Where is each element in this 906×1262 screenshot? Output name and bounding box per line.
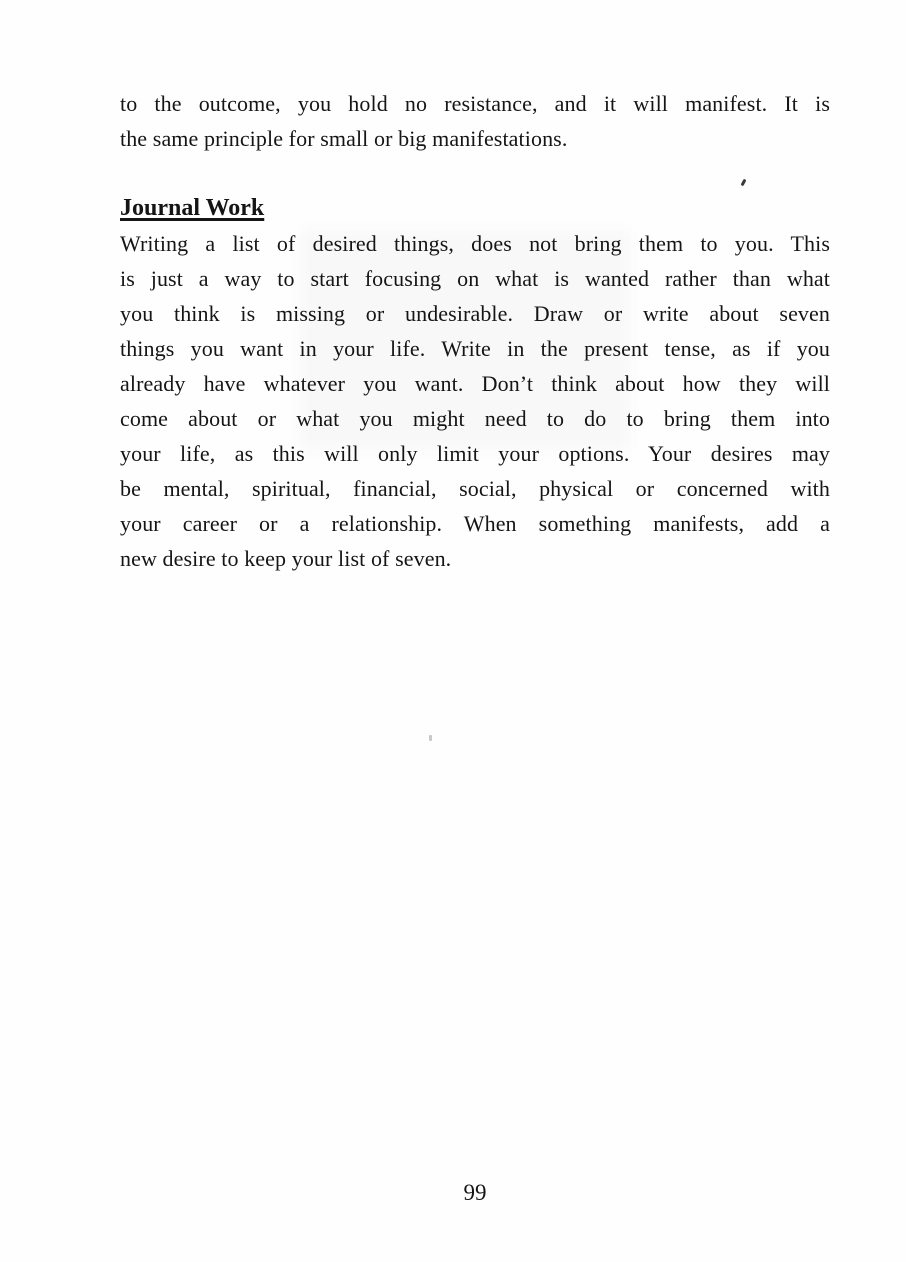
section-heading-text: Journal Work — [120, 195, 265, 221]
paragraph-intro — [120, 86, 830, 156]
body-line: to the outcome, you hold no resistance, and it will manifest. It is — [120, 91, 830, 116]
section-heading — [120, 191, 830, 226]
body-line: come about or what you might need to do to bring them into — [120, 406, 830, 431]
scan-speck — [429, 735, 432, 741]
body-line: is just a way to start focusing on what is wanted rather than what — [120, 266, 830, 291]
page-number: 99 — [463, 1180, 487, 1205]
body-line: you think is missing or undesirable. Draw or write about seven — [120, 301, 830, 326]
body-line: your career or a relationship. When something manifests, add a — [120, 511, 830, 536]
body-line: things you want in your life. Write in the present tense, as if you — [120, 336, 830, 361]
body-line: be mental, spiritual, financial, social, physical or concerned with — [120, 476, 830, 501]
body-line: the same principle for small or big manifestations. — [120, 126, 568, 151]
body-line: your life, as this will only limit your options. Your desires may — [120, 441, 830, 466]
body-line: already have whatever you want. Don’t think about how they will — [120, 371, 830, 396]
body-line: new desire to keep your list of seven. — [120, 546, 452, 571]
paragraph-journal-work — [120, 226, 830, 576]
text-block — [120, 86, 830, 576]
body-line: Writing a list of desired things, does not bring them to you. This — [120, 231, 830, 256]
